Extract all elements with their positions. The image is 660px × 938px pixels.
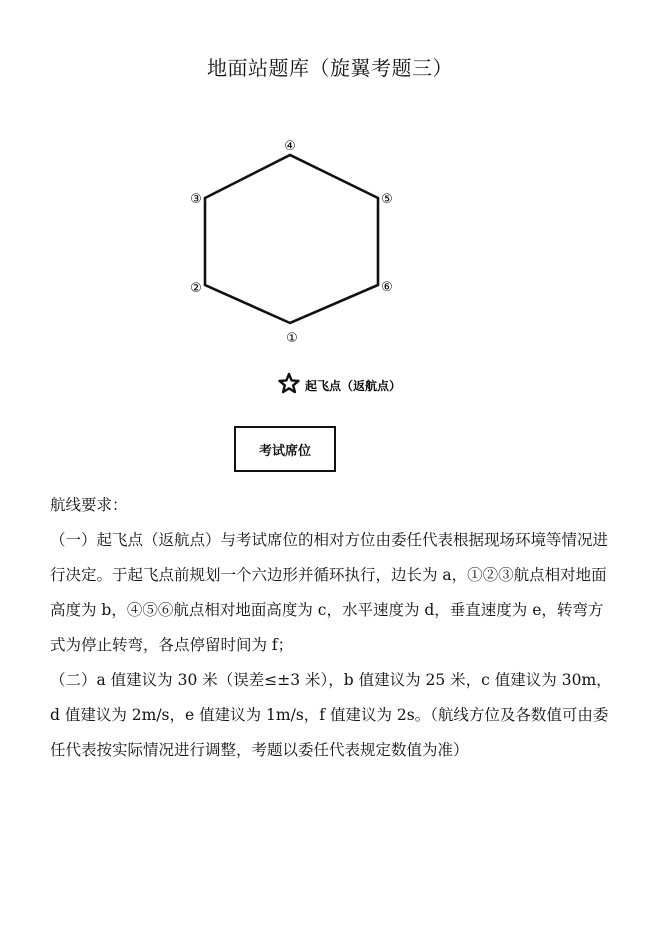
- requirement-paragraph-2: （二）a 值建议为 30 米（误差≤±3 米），b 值建议为 25 米，c 值建议为 30m，d 值建议为 2m/s，e 值建议为 1m/s，f 值建议为 2s。（航线方位及各数值可由委任代表按实际情况进行调整，考题以委任代表规定数值为准）: [50, 671, 612, 759]
- waypoint-label-2: ②: [190, 281, 202, 296]
- page-title: 地面站题库（旋翼考题三）: [207, 56, 453, 80]
- takeoff-point-label: 起飞点（返航点）: [305, 379, 402, 393]
- waypoint-label-6: ⑥: [381, 280, 393, 295]
- exam-seat-label: 考试席位: [258, 443, 311, 459]
- waypoint-label-1: ①: [286, 331, 298, 346]
- requirements-heading: 航线要求：: [50, 496, 128, 514]
- waypoint-label-4: ④: [284, 139, 296, 154]
- route-requirements: [50, 488, 612, 768]
- star-icon: [280, 374, 299, 392]
- waypoint-label-3: ③: [190, 192, 202, 207]
- waypoint-label-5: ⑤: [381, 192, 393, 207]
- exam-seat-box: [234, 426, 336, 472]
- hexagon-route: [205, 155, 378, 323]
- requirement-paragraph-1: （一）起飞点（返航点）与考试席位的相对方位由委任代表根据现场环境等情况进行决定。于起飞点前规划一个六边形并循环执行，边长为 a，①②③航点相对地面高度为 b，④⑤⑥航点相对地面高度为 c，水平速度为 d，垂直速度为 e，转弯方式为停止转弯，各点停留时间为 f；: [50, 531, 609, 654]
